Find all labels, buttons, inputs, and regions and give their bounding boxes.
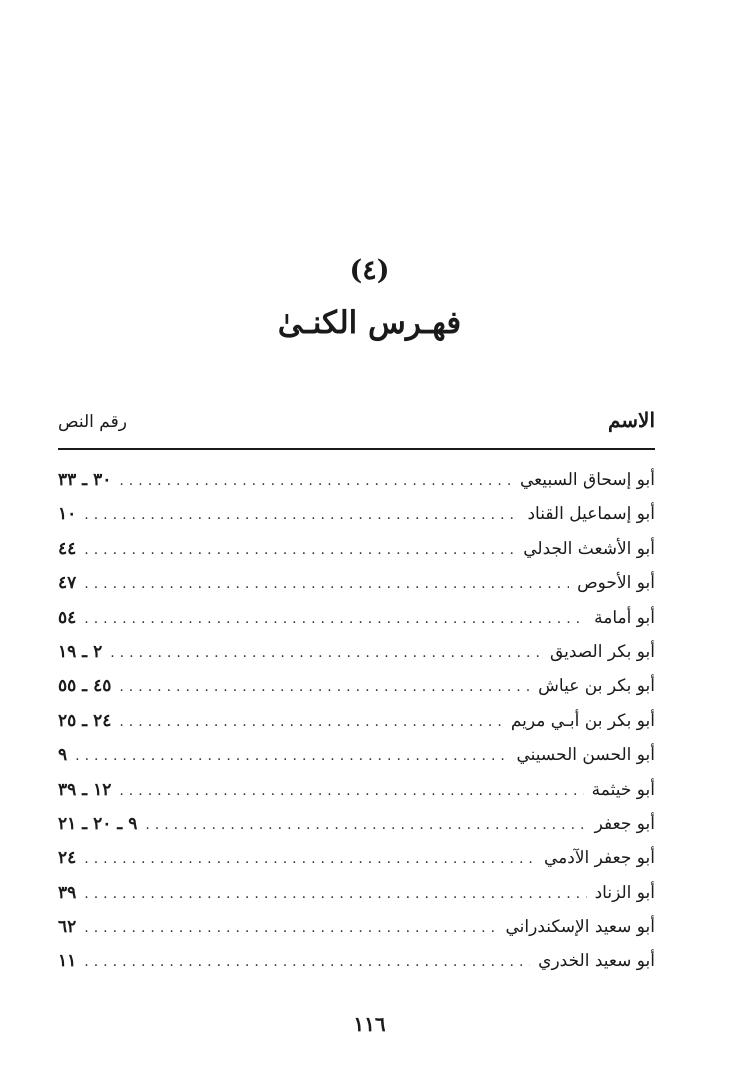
entry-name: أبو إسماعيل القناد <box>527 504 655 525</box>
entry-number: ٢٤ <box>58 848 77 869</box>
entry-number: ٩ ـ ٢٠ ـ ٢١ <box>58 813 138 834</box>
leader-dots <box>119 473 512 489</box>
leader-dots <box>84 851 536 867</box>
entry-name: أبو خيثمة <box>591 779 655 800</box>
entry-number: ٦٢ <box>58 917 77 938</box>
entry-name: أبو إسحاق السبيعي <box>519 470 655 490</box>
entry-name: أبو بكر بن أبـي مريم <box>510 710 655 731</box>
index-entry <box>58 539 655 573</box>
entry-number: ٢ ـ ١٩ <box>58 641 103 662</box>
leader-dots <box>84 920 497 936</box>
leader-dots <box>84 507 519 523</box>
entry-number: ٤٧ <box>58 573 77 594</box>
entry-number: ٩ <box>58 745 68 766</box>
index-entry <box>58 573 655 607</box>
entry-number: ٥٤ <box>58 607 77 628</box>
index-title: فهـرس الكنـىٰ <box>277 305 462 341</box>
entry-name: أبو سعيد الخدري <box>538 951 655 972</box>
entry-name: أبو جعفر <box>594 813 655 834</box>
entry-number: ١٠ <box>58 504 77 525</box>
leader-dots <box>110 645 542 661</box>
index-entry <box>58 951 655 985</box>
entry-name: أبو أمامة <box>594 607 655 628</box>
leader-dots <box>119 783 583 799</box>
leader-dots <box>145 817 586 833</box>
leader-dots <box>84 542 515 558</box>
index-entry <box>58 848 655 882</box>
leader-dots <box>84 886 586 902</box>
column-header-row <box>58 408 655 438</box>
index-entries <box>58 470 655 986</box>
page-number: ١١٦ <box>353 1012 386 1036</box>
leader-dots <box>75 748 508 764</box>
index-entry <box>58 814 655 848</box>
entry-name: أبو بكر الصديق <box>549 641 655 662</box>
entry-number: ٢٤ ـ ٢٥ <box>58 710 112 731</box>
section-number: (٤) <box>349 255 390 286</box>
leader-dots <box>119 679 530 695</box>
entry-name: أبو الأشعث الجدلي <box>523 538 655 559</box>
entry-number: ٤٤ <box>58 538 77 559</box>
leader-dots <box>84 611 586 627</box>
index-entry <box>58 917 655 951</box>
entry-name: أبو بكر بن عياش <box>538 676 655 697</box>
entry-number: ١١ <box>58 951 77 972</box>
index-entry <box>58 711 655 745</box>
entry-number: ٤٥ ـ ٥٥ <box>58 676 112 697</box>
index-entry <box>58 470 655 504</box>
index-entry <box>58 676 655 710</box>
index-entry <box>58 642 655 676</box>
entry-name: أبو سعيد الإسكندراني <box>505 917 655 938</box>
entry-name: أبو الأحوص <box>577 573 655 594</box>
name-column-header: الاسم <box>607 408 655 432</box>
index-entry <box>58 608 655 642</box>
header-divider <box>58 448 655 450</box>
leader-dots <box>84 954 530 970</box>
index-entry <box>58 745 655 779</box>
index-entry <box>58 504 655 538</box>
entry-name: أبو الحسن الحسيني <box>516 745 655 766</box>
leader-dots <box>84 576 569 592</box>
index-entry <box>58 780 655 814</box>
entry-name: أبو جعفر الآدمي <box>544 848 655 869</box>
entry-number: ١٢ ـ ٣٩ <box>58 779 112 800</box>
entry-number: ٣٩ <box>58 882 77 903</box>
entry-name: أبو الزناد <box>594 882 655 903</box>
number-column-header: رقم النص <box>58 412 127 432</box>
leader-dots <box>119 714 502 730</box>
index-entry <box>58 883 655 917</box>
entry-number: ٣٠ ـ ٣٣ <box>58 470 112 490</box>
